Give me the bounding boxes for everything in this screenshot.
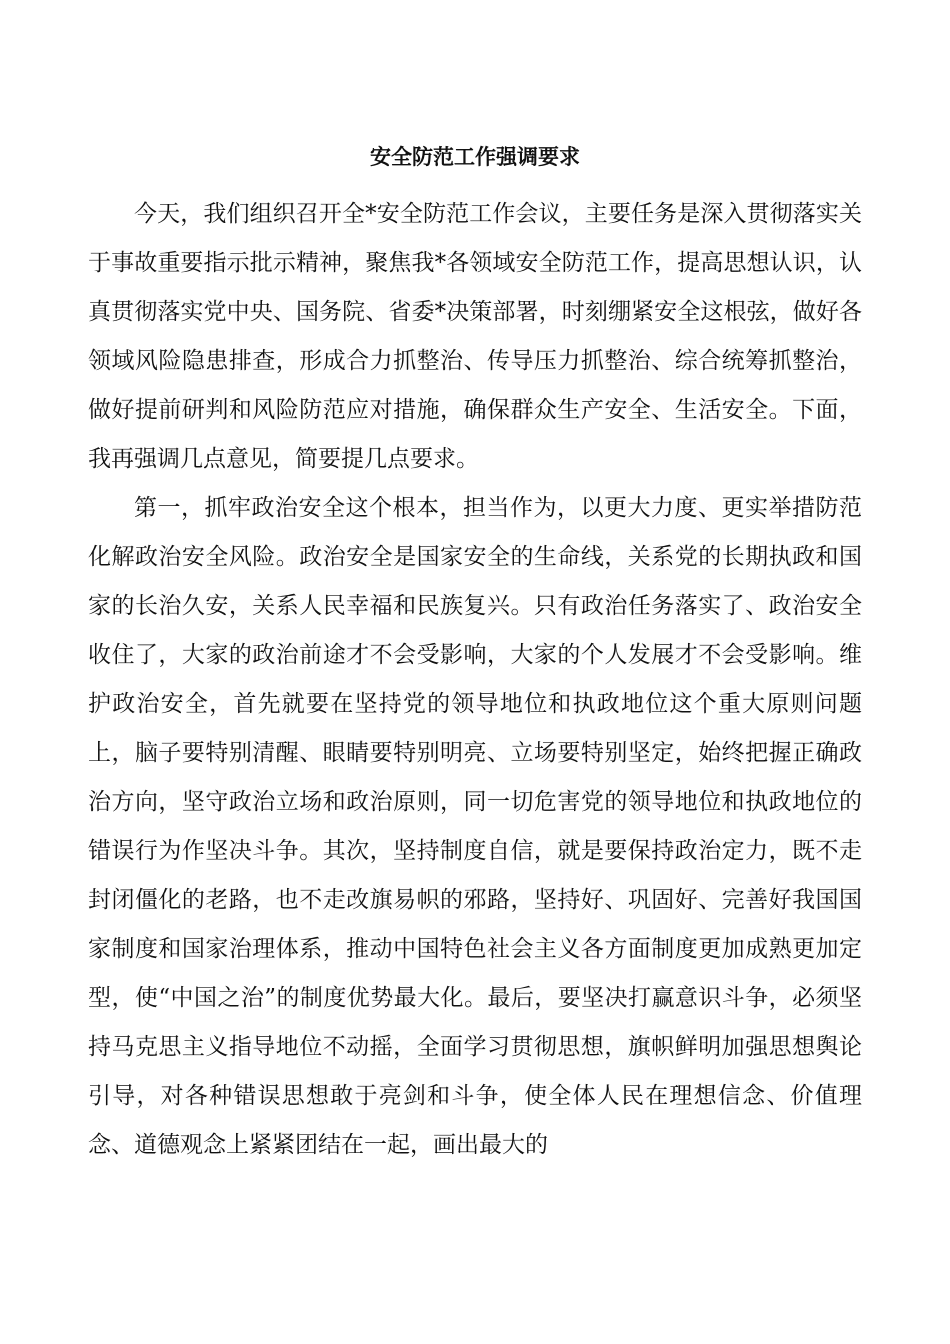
document-body: [88, 190, 862, 1170]
paragraph-political-security: 第一，抓牢政治安全这个根本，担当作为，以更大力度、更实举措防范化解政治安全风险。政治安全是国家安全的生命线，关系党的长期执政和国家的长治久安，关系人民幸福和民族复兴。只有政治任务落实了、政治安全收住了，大家的政治前途才不会受影响，大家的个人发展才不会受影响。维护政治安全，首先就要在坚持党的领导地位和执政地位这个重大原则问题上，脑子要特别清醒、眼睛要特别明亮、立场要特别坚定，始终把握正确政治方向，坚守政治立场和政治原则，同一切危害党的领导地位和执政地位的错误行为作坚决斗争。其次，坚持制度自信，就是要保持政治定力，既不走封闭僵化的老路，也不走改旗易帜的邪路，坚持好、巩固好、完善好我国国家制度和国家治理体系，推动中国特色社会主义各方面制度更加成熟更加定型，使“中国之治”的制度优势最大化。最后，要坚决打赢意识斗争，必须坚持马克思主义指导地位不动摇，全面学习贯彻思想，旗帜鲜明加强思想舆论引导，对各种错误思想敢于亮剑和斗争，使全体人民在理想信念、价值理念、道德观念上紧紧团结在一起，画出最大的: [88, 495, 862, 1158]
paragraph-intro: 今天，我们组织召开全*安全防范工作会议，主要任务是深入贯彻落实关于事故重要指示批示精神，聚焦我*各领域安全防范工作，提高思想认识，认真贯彻落实党中央、国务院、省委*决策部署，时刻绷紧安全这根弦，做好各领域风险隐患排查，形成合力抓整治、传导压力抓整治、综合统筹抓整治，做好提前研判和风险防范应对措施，确保群众生产安全、生活安全。下面，我再强调几点意见，简要提几点要求。: [88, 201, 862, 472]
document-title: 安全防范工作强调要求: [370, 145, 580, 169]
